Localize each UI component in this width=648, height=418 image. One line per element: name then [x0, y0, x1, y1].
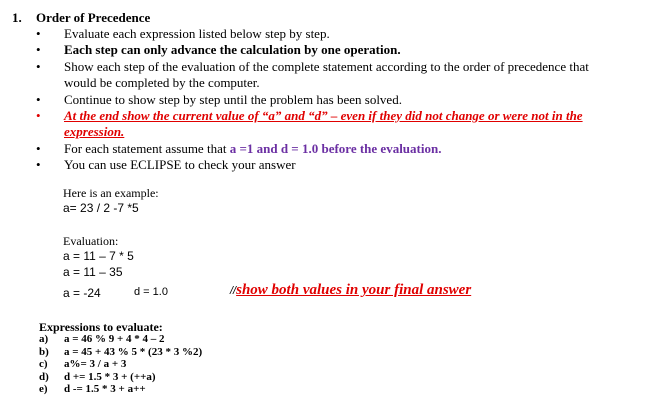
- heading-number: 1.: [12, 10, 22, 25]
- instruction-item: [0, 42, 624, 58]
- bullet-icon: •: [36, 140, 41, 156]
- initial-values-text: a =1 and d = 1.0 before the evaluation.: [229, 140, 442, 156]
- example-statement: a= 23 / 2 -7 *5: [63, 201, 139, 215]
- instruction-item: [0, 26, 624, 42]
- instruction-text: Continue to show step by step until the problem has been solved.: [64, 91, 402, 107]
- expression-item: [39, 346, 202, 359]
- important-text: At the end show the current value of “a” and “d” – even if they did not change or were not in the: [64, 108, 583, 124]
- comment-text: show both values in your final answer: [236, 282, 472, 298]
- expression-text: d += 1.5 * 3 + (++a): [64, 370, 156, 383]
- instruction-text: For each statement assume that: [64, 140, 230, 156]
- expression-label: d): [39, 370, 49, 383]
- bullet-icon: •: [36, 157, 41, 173]
- instruction-list: [0, 26, 624, 174]
- expression-item: [39, 383, 202, 396]
- expression-item: [39, 358, 202, 371]
- section-heading: [12, 10, 150, 26]
- instruction-text: Show each step of the evaluation of the complete statement according to the order of precedence that: [64, 58, 589, 74]
- instruction-item: [0, 92, 624, 108]
- instruction-item: [0, 157, 624, 173]
- bullet-icon: •: [36, 58, 41, 74]
- instruction-text: You can use ECLIPSE to check your answer: [64, 157, 296, 173]
- expressions-list: [39, 333, 202, 396]
- heading-title: Order of Precedence: [36, 10, 151, 25]
- important-text: expression.: [64, 124, 125, 140]
- bullet-icon: •: [36, 42, 41, 58]
- instruction-item: [0, 141, 624, 157]
- evaluation-step: a = 11 – 35: [63, 265, 123, 279]
- evaluation-step: a = 11 – 7 * 5: [63, 249, 134, 263]
- evaluation-label: Evaluation:: [63, 234, 119, 248]
- expression-text: d -= 1.5 * 3 + a++: [64, 383, 146, 395]
- bullet-icon: •: [36, 91, 41, 107]
- expressions-title: Expressions to evaluate:: [39, 320, 163, 334]
- expression-text: a = 46 % 9 + 4 * 4 – 2: [64, 333, 165, 345]
- expression-label: e): [39, 383, 48, 395]
- expression-label: c): [39, 358, 48, 370]
- instruction-item: [0, 59, 624, 92]
- example-intro: Here is an example:: [63, 186, 159, 200]
- final-a-value: a = -24: [63, 286, 101, 300]
- expression-item: [39, 371, 202, 384]
- expression-label: a): [39, 333, 49, 345]
- comment-prefix: //: [230, 285, 237, 297]
- final-d-value: d = 1.0: [134, 286, 168, 298]
- bullet-icon: •: [36, 108, 41, 124]
- expression-text: a = 45 + 43 % 5 * (23 * 3 %2): [64, 345, 203, 358]
- instruction-text: Each step can only advance the calculation by one operation.: [64, 42, 401, 58]
- bullet-icon: •: [36, 26, 41, 41]
- final-answer-note: [230, 281, 471, 299]
- expression-label: b): [39, 345, 49, 358]
- instruction-text: would be completed by the computer.: [64, 75, 260, 91]
- expression-text: a%= 3 / a + 3: [64, 358, 127, 370]
- instruction-item-important: [0, 108, 624, 141]
- instruction-text: Evaluate each expression listed below step by step.: [64, 26, 330, 41]
- expression-item: [39, 333, 202, 346]
